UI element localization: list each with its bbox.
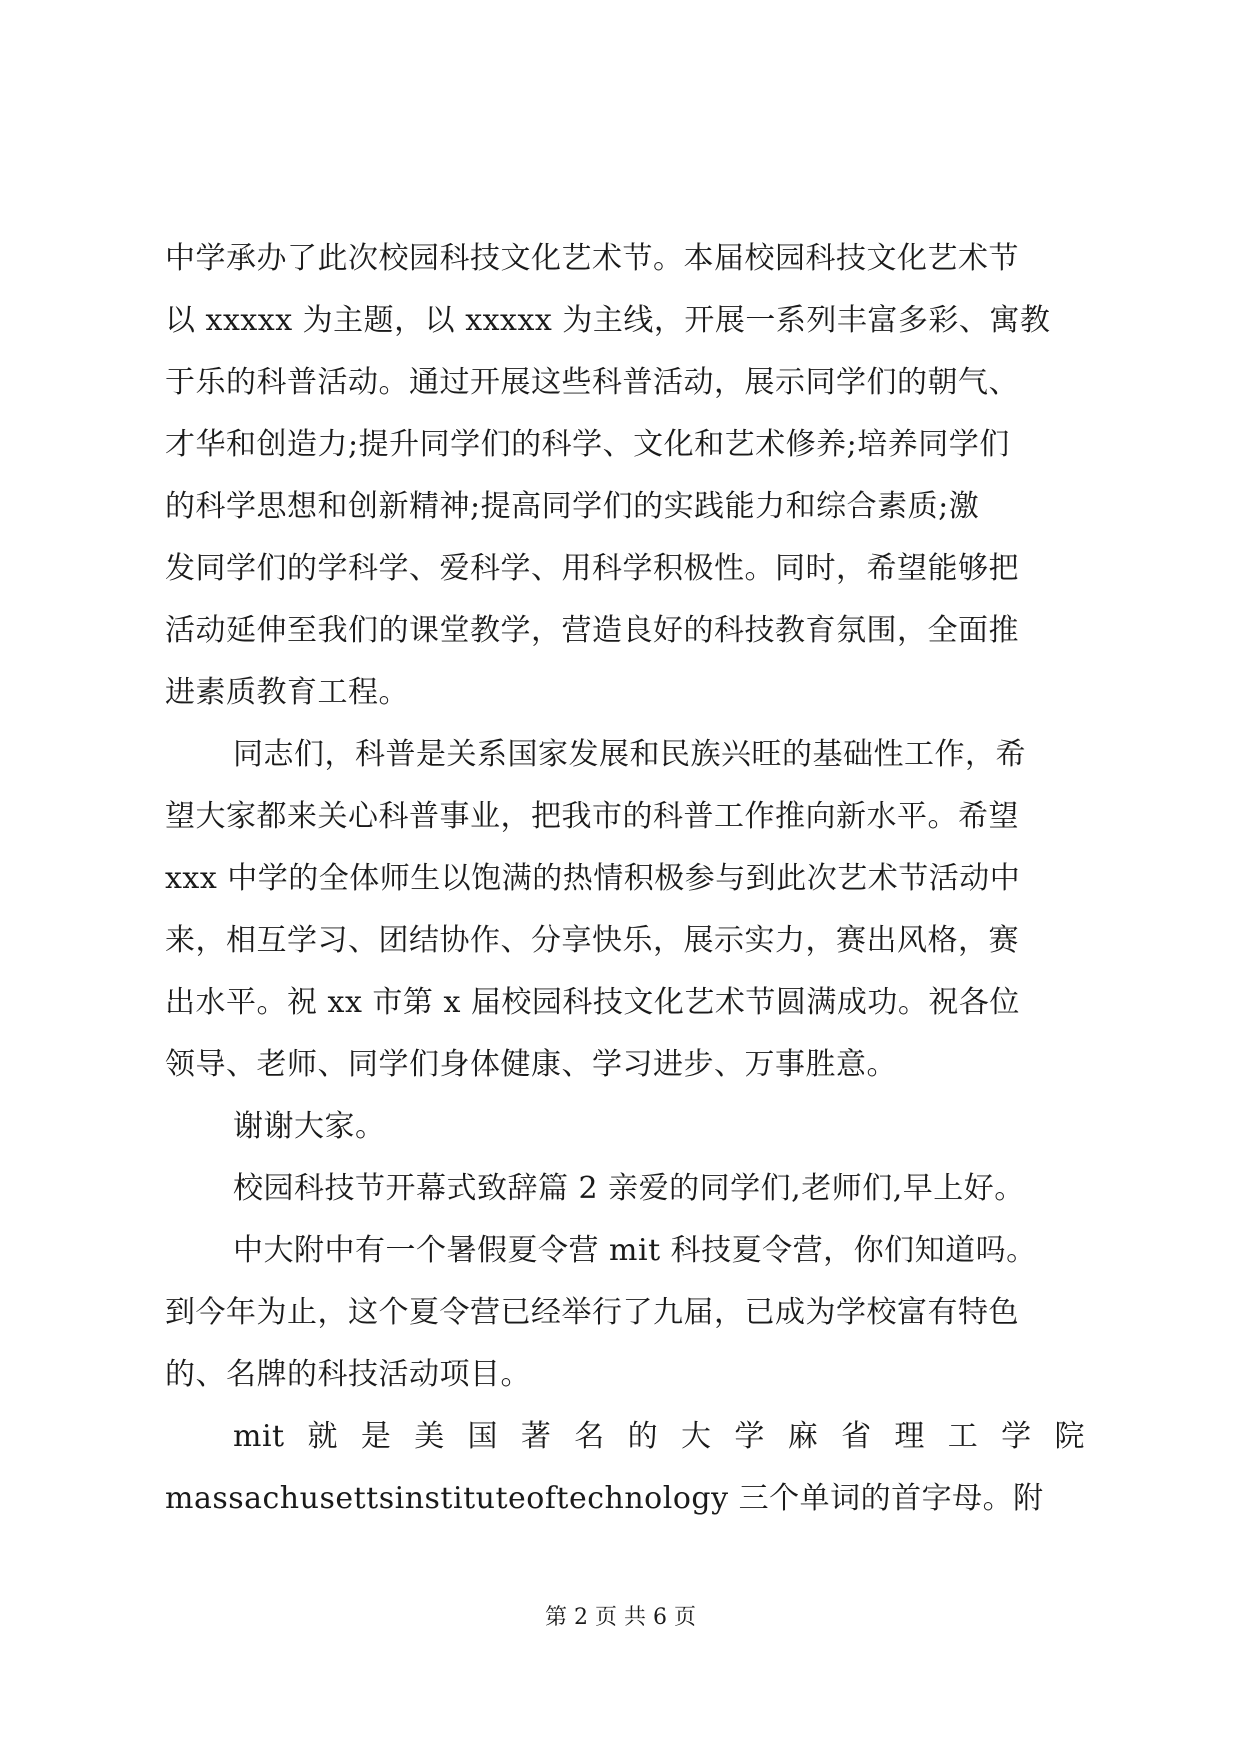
justified-word: 院 (1054, 1419, 1085, 1454)
justified-word: 名 (574, 1419, 605, 1454)
justified-word: 麻 (787, 1419, 819, 1454)
text-line-last: massachusettsinstituteoftechnology 三个单词的首字母。附 (165, 1481, 1044, 1516)
text-line: 中大附中有一个暑假夏令营 mit 科技夏令营，你们知道吗。 (233, 1233, 1037, 1268)
justified-word: 是 (360, 1419, 392, 1454)
justified-word: 著 (520, 1419, 552, 1454)
paragraph-lines (165, 228, 1085, 1406)
justified-word: 美 (414, 1419, 445, 1454)
text-line: 活动延伸至我们的课堂教学，营造良好的科技教育氛围，全面推 (165, 613, 1019, 648)
justified-line (165, 1406, 1085, 1468)
justified-word: mit (233, 1419, 285, 1454)
document-body (165, 228, 1085, 1530)
text-line: 才华和创造力;提升同学们的科学、文化和艺术修养;培养同学们 (165, 427, 1010, 462)
text-line: 出水平。祝 xx 市第 x 届校园科技文化艺术节圆满成功。祝各位 (165, 985, 1020, 1020)
justified-word: 就 (307, 1419, 338, 1454)
text-line: xxx 中学的全体师生以饱满的热情积极参与到此次艺术节活动中 (165, 861, 1021, 896)
justified-word: 学 (1001, 1419, 1032, 1454)
justified-word: 学 (734, 1419, 765, 1454)
text-line: 领导、老师、同学们身体健康、学习进步、万事胜意。 (165, 1047, 897, 1082)
justified-word: 国 (467, 1419, 499, 1454)
text-line: 的科学思想和创新精神;提高同学们的实践能力和综合素质;激 (165, 489, 980, 524)
text-line: 以 xxxxx 为主题，以 xxxxx 为主线，开展一系列丰富多彩、寓教 (165, 303, 1051, 338)
justified-word: 省 (841, 1419, 872, 1454)
justified-word: 工 (947, 1419, 979, 1454)
text-line: 进素质教育工程。 (165, 675, 409, 710)
text-line: 的、名牌的科技活动项目。 (165, 1357, 531, 1392)
justified-word: 的 (627, 1419, 659, 1454)
text-line: 于乐的科普活动。通过开展这些科普活动，展示同学们的朝气、 (165, 365, 1019, 400)
justified-word: 大 (680, 1419, 712, 1454)
text-line: 中学承办了此次校园科技文化艺术节。本届校园科技文化艺术节 (165, 241, 1019, 276)
text-line: 望大家都来关心科普事业，把我市的科普工作推向新水平。希望 (165, 799, 1019, 834)
text-line: 发同学们的学科学、爱科学、用科学积极性。同时，希望能够把 (165, 551, 1019, 586)
text-line: 到今年为止，这个夏令营已经举行了九届，已成为学校富有特色 (165, 1295, 1019, 1330)
page-footer: 第 2 页 共 6 页 (545, 1605, 696, 1630)
text-line: 校园科技节开幕式致辞篇 2 亲爱的同学们,老师们,早上好。 (233, 1171, 1025, 1206)
text-line: 来，相互学习、团结协作、分享快乐，展示实力，赛出风格，赛 (165, 923, 1019, 958)
justified-word: 理 (894, 1419, 925, 1454)
text-line: 谢谢大家。 (233, 1109, 386, 1144)
text-line: 同志们，科普是关系国家发展和民族兴旺的基础性工作，希 (233, 737, 1026, 772)
